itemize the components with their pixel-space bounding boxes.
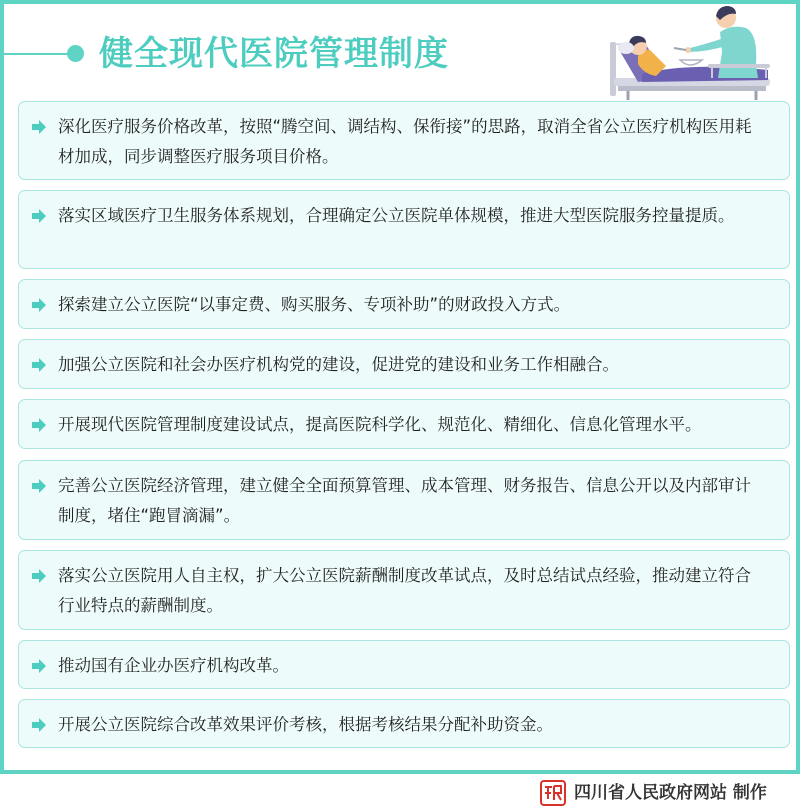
list-item-text: 开展公立医院综合改革效果评价考核，根据考核结果分配补助资金。: [58, 715, 553, 734]
arrow-right-icon: [31, 297, 47, 313]
list-item: [18, 699, 790, 748]
arrow-right-icon: [31, 568, 47, 584]
header-line: [4, 53, 74, 55]
footer-credit: 四川省人民政府网站 制作: [574, 783, 767, 803]
list-item: [18, 101, 790, 180]
arrow-right-icon: [31, 357, 47, 373]
nurse-feeding-patient-illustration: [608, 4, 778, 102]
list-item-text: 落实区域医疗卫生服务体系规划，合理确定公立医院单体规模，推进大型医院服务控量提质。: [58, 206, 735, 225]
arrow-right-icon: [31, 208, 47, 224]
arrow-right-icon: [31, 717, 47, 733]
red-seal-icon: [540, 780, 566, 806]
list-item: [18, 550, 790, 630]
header-dot: [67, 45, 84, 62]
arrow-right-icon: [31, 417, 47, 433]
list-item-text: 落实公立医院用人自主权，扩大公立医院薪酬制度改革试点，及时总结试点经验，推动建立符合行业特点的薪酬制度。: [58, 566, 751, 615]
list-item: [18, 399, 790, 449]
arrow-right-icon: [31, 478, 47, 494]
list-item-text: 探索建立公立医院“以事定费、购买服务、专项补助”的财政投入方式。: [58, 295, 571, 314]
list-item-text: 深化医疗服务价格改革，按照“腾空间、调结构、保衔接”的思路，取消全省公立医疗机构医用耗材加成，同步调整医疗服务项目价格。: [58, 117, 752, 166]
list-item: [18, 339, 790, 389]
list-item: [18, 640, 790, 689]
list-item: [18, 460, 790, 540]
page-title: 健全现代医院管理制度: [99, 34, 449, 74]
arrow-right-icon: [31, 119, 47, 135]
list-item-text: 完善公立医院经济管理，建立健全全面预算管理、成本管理、财务报告、信息公开以及内部审计制度，堵住“跑冒滴漏”。: [58, 476, 751, 525]
list-item: [18, 279, 790, 329]
list-item-text: 开展现代医院管理制度建设试点，提高医院科学化、规范化、精细化、信息化管理水平。: [58, 415, 702, 434]
arrow-right-icon: [31, 658, 47, 674]
list-item: [18, 190, 790, 269]
footer: [0, 774, 800, 812]
list-item-text: 推动国有企业办医疗机构改革。: [58, 656, 289, 675]
list-item-text: 加强公立医院和社会办医疗机构党的建设，促进党的建设和业务工作相融合。: [58, 355, 619, 374]
